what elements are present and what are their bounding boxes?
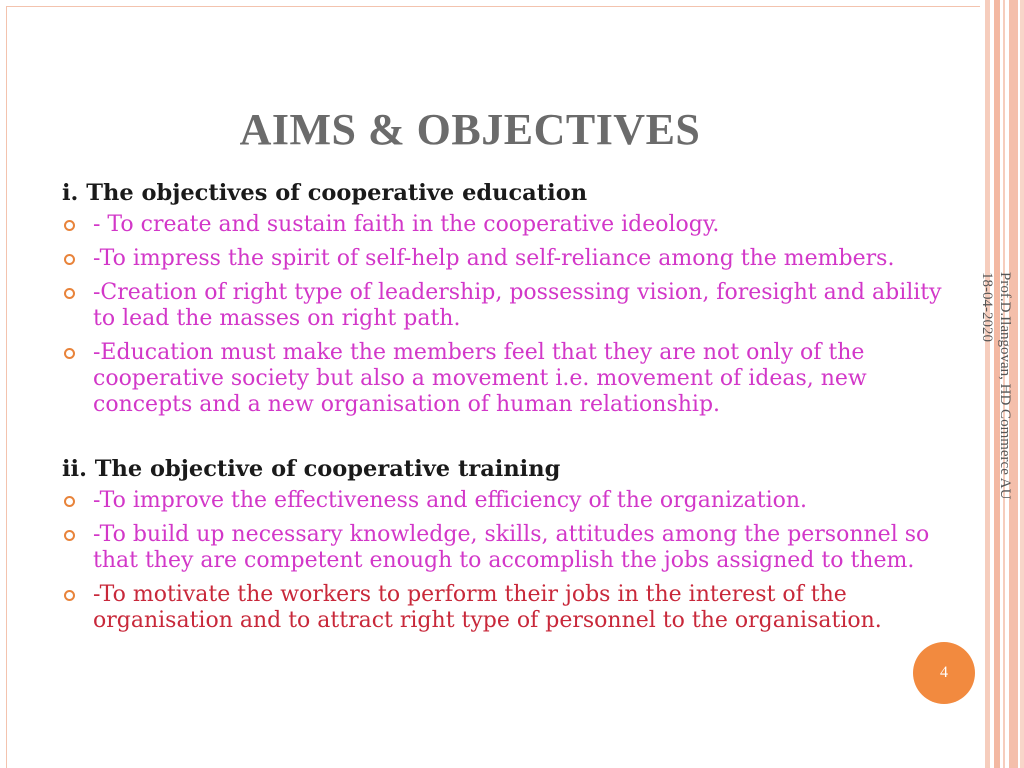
author-line: Prof.D.Ilangovan, HD Commerce AU [997,272,1013,500]
list-item [62,582,952,634]
bullet-text: -Education must make the members feel that they are not only of the cooperative society but also a movement i.e. movement of ideas, new concepts and a new organisation of human relationship. [93,340,867,417]
training-objectives-list [62,488,952,634]
section-heading-education: i. The objectives of cooperative education [62,180,588,206]
bullet-ring-icon [64,288,75,299]
slide-content [62,178,952,634]
bullet-text: - To create and sustain faith in the cooperative ideology. [93,212,720,237]
list-item [62,212,952,238]
bullet-ring-icon [64,590,75,601]
list-item [62,280,952,332]
author-date-note [978,272,1014,499]
list-item [62,488,952,514]
bullet-ring-icon [64,220,75,231]
bullet-text: -To impress the spirit of self-help and self-reliance among the members. [93,246,895,271]
bullet-text: -To build up necessary knowledge, skills, attitudes among the personnel so that they are competent enough to accomplish the jobs assigned to them. [93,522,930,573]
section-heading-training: ii. The objective of cooperative training [62,456,561,482]
list-item [62,246,952,272]
bullet-text: -Creation of right type of leadership, possessing vision, foresight and ability to lead the masses on right path. [93,280,942,331]
section-spacer [62,418,952,454]
bullet-text: -To motivate the workers to perform their jobs in the interest of the organisation and to attract right type of personnel to the organisation. [93,582,882,633]
decorative-stripe [1020,0,1024,768]
bullet-ring-icon [64,348,75,359]
bullet-ring-icon [64,254,75,265]
bullet-ring-icon [64,496,75,507]
page-number-badge: 4 [913,642,975,704]
date-line: 18-04-2020 [979,272,995,342]
list-item [62,522,952,574]
bullet-ring-icon [64,530,75,541]
education-objectives-list [62,212,952,418]
slide-title: AIMS & OBJECTIVES [239,105,701,154]
bullet-text: -To improve the effectiveness and efficiency of the organization. [93,488,808,513]
list-item [62,340,952,418]
